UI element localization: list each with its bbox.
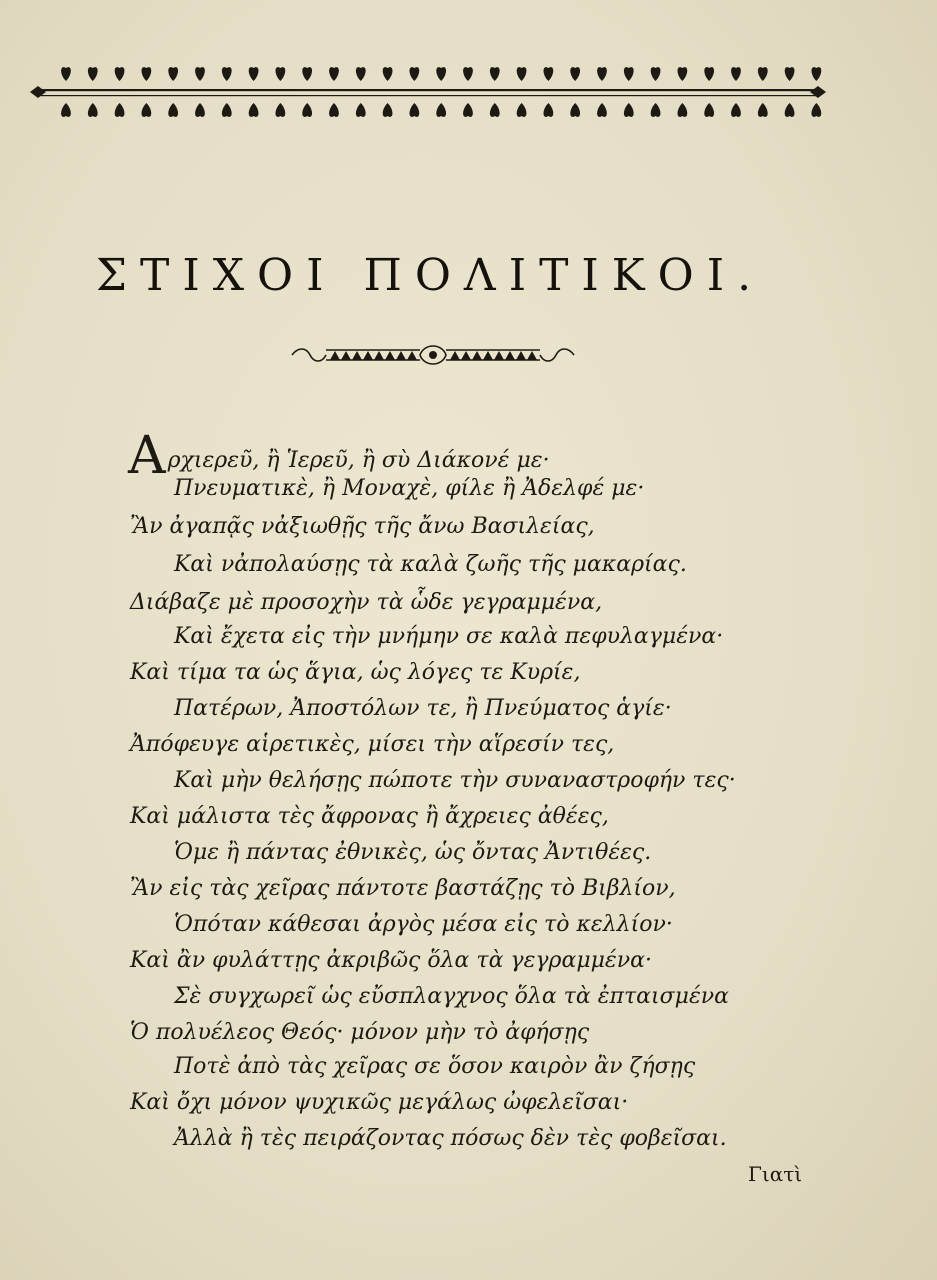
verse-line: Ὁπόταν κάθεσαι ἀργὸς μέσα εἰς τὸ κελλίον· bbox=[174, 912, 673, 937]
verse-line: Καὶ ἔχετα εἰς τὴν μνήμην σε καλὰ πεφυλαγμένα· bbox=[174, 624, 724, 649]
verse-line: Ἂν εἰς τὰς χεῖρας πάντοτε βαστάζῃς τὸ Βιβλίον, bbox=[130, 876, 676, 901]
verse-line: Ὁ πολυέλεος Θεός· μόνον μὴν τὸ ἀφήσῃς bbox=[130, 1020, 590, 1045]
verse-line-first bbox=[128, 426, 550, 486]
catchword: Γιατὶ bbox=[748, 1162, 803, 1186]
verse-line: Ὁμε ἢ πάντας ἐθνικὲς, ὡς ὄντας Ἀντιθέες. bbox=[174, 840, 652, 865]
verse-line: Διάβαζε μὲ προσοχὴν τὰ ὧδε γεγραμμένα, bbox=[130, 590, 603, 615]
verse-line-text: ρχιερεῦ, ἢ Ἱερεῦ, ἢ σὺ Διάκονέ με· bbox=[167, 448, 550, 473]
verse-line: Καὶ ἂν φυλάττῃς ἀκριβῶς ὅλα τὰ γεγραμμένα· bbox=[130, 948, 652, 973]
verse-line: Ποτὲ ἀπὸ τὰς χεῖρας σε ὅσον καιρὸν ἂν ζήσῃς bbox=[174, 1054, 696, 1079]
verse-line: Ἀλλὰ ἢ τὲς πειράζοντας πόσως δὲν τὲς φοβεῖσαι. bbox=[174, 1126, 727, 1151]
verse-line: Πνευματικὲ, ἢ Μοναχὲ, φίλε ἢ Ἀδελφέ με· bbox=[174, 476, 645, 501]
verse-line: Καὶ νἀπολαύσῃς τὰ καλὰ ζωῆς τῆς μακαρίας. bbox=[174, 552, 687, 577]
verse-line: Καὶ τίμα τα ὡς ἅγια, ὡς λόγες τε Κυρίε, bbox=[130, 660, 581, 685]
verse-line: Σὲ συγχωρεῖ ὡς εὔσπλαγχνος ὅλα τὰ ἐπταισμένα bbox=[174, 984, 729, 1009]
verse-line: Καὶ μάλιστα τὲς ἄφρονας ἢ ἄχρειες ἀθέες, bbox=[130, 804, 609, 829]
verse-line: Καὶ ὄχι μόνον ψυχικῶς μεγάλως ὠφελεῖσαι· bbox=[130, 1090, 629, 1115]
verse-line: Πατέρων, Ἀποστόλων τε, ἢ Πνεύματος ἁγίε· bbox=[174, 696, 672, 721]
drop-cap: Α bbox=[128, 426, 166, 486]
page-title: ΣΤΙΧΟΙ ΠΟΛΙΤΙΚΟΙ. bbox=[95, 250, 765, 301]
verse-line: Ἀπόφευγε αἱρετικὲς, μίσει τὴν αἵρεσίν τες, bbox=[130, 732, 615, 757]
verse-line: Καὶ μὴν θελήσῃς πώποτε τὴν συναναστροφήν τες· bbox=[174, 768, 736, 793]
verse-line: Ἂν ἀγαπᾷς νἀξιωθῇς τῆς ἄνω Βασιλείας, bbox=[130, 514, 595, 539]
